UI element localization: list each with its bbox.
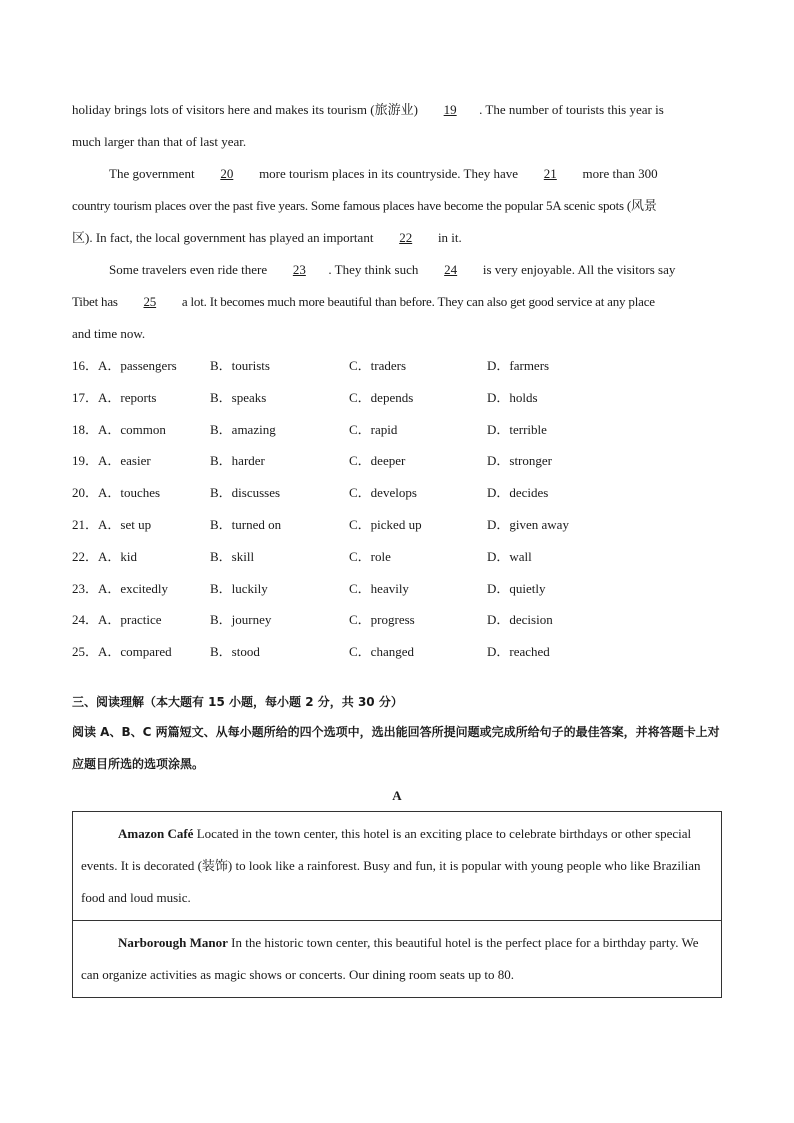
- option-c: C．depends: [349, 389, 414, 405]
- blank-20: 20: [220, 166, 234, 181]
- option-d: D．terrible: [487, 421, 547, 437]
- passage-line-5: [72, 222, 722, 254]
- option-row: [72, 604, 722, 636]
- option-a: 21．A．set up: [72, 516, 152, 532]
- ad-name: Narborough Manor: [118, 934, 228, 950]
- option-b: B．speaks: [210, 389, 267, 405]
- option-row: [72, 541, 722, 573]
- passage-line-1: [72, 94, 722, 126]
- blank-19: 19: [443, 102, 457, 117]
- option-c: C．heavily: [349, 580, 409, 596]
- ad-cell: [73, 920, 721, 997]
- passage-line-6: [72, 254, 722, 286]
- option-b: B．harder: [210, 453, 265, 469]
- option-b: B．luckily: [210, 580, 268, 596]
- ad-cell: [73, 812, 721, 920]
- option-c: C．progress: [349, 612, 415, 628]
- option-row: [72, 509, 722, 541]
- option-a: 23．A．excitedly: [72, 580, 169, 596]
- option-d: D．farmers: [487, 358, 550, 373]
- passage-text: Tibet has: [72, 294, 121, 309]
- option-b: B．turned on: [210, 516, 282, 532]
- option-c: C．develops: [349, 485, 417, 501]
- option-a: 20．A．touches: [72, 485, 161, 501]
- passage-text: more than 300: [579, 166, 658, 181]
- option-row: [72, 636, 722, 668]
- option-b: B．stood: [210, 644, 260, 660]
- option-a: 17．A．reports: [72, 389, 157, 405]
- option-d: D．decides: [487, 485, 549, 501]
- option-c: C．rapid: [349, 421, 398, 437]
- passage-text: The government: [109, 166, 198, 181]
- option-c: C．role: [349, 548, 391, 564]
- passage-text: . The number of tourists this year is: [479, 102, 664, 117]
- section-description: 阅读 A、B、C 两篇短文、从每小题所给的四个选项中，选出能回答所提问题或完成所给句子的最佳答案，并将答题卡上对应题目所选的选项涂黑。: [72, 724, 720, 771]
- option-d: D．reached: [487, 644, 550, 660]
- passage-line-8: and time now.: [72, 326, 146, 341]
- blank-22: 22: [399, 230, 413, 245]
- option-d: D．wall: [487, 548, 532, 564]
- ad-text: In the historic town center, this beautiful hotel is the perfect place for a birthday party. We can organize activities as magic shows or concerts. Our dining room seats up to 80.: [81, 934, 699, 982]
- option-a: 22．A．kid: [72, 548, 138, 564]
- passage-line-2: much larger than that of last year.: [72, 134, 247, 149]
- option-a: 19．A．easier: [72, 453, 151, 469]
- option-d: D．decision: [487, 612, 553, 628]
- option-a: 25．A．compared: [72, 644, 172, 660]
- option-b: B．tourists: [210, 358, 270, 373]
- passage-text: in it.: [434, 230, 462, 245]
- passage-text: a lot. It becomes much more beautiful than before. They can also get good service at any place: [178, 294, 655, 309]
- passage-text: holiday brings lots of visitors here and makes its tourism (旅游业): [72, 102, 422, 117]
- ad-name: Amazon Café: [118, 825, 194, 841]
- passage-line-4: country tourism places over the past five years. Some famous places have become the popular 5A scenic spots (风景: [72, 198, 657, 213]
- passage-text: 区). In fact, the local government has played an important: [72, 230, 377, 245]
- option-b: B．skill: [210, 548, 255, 564]
- passage-letter: A: [392, 787, 402, 803]
- option-d: D．given away: [487, 516, 569, 532]
- blank-21: 21: [543, 166, 557, 181]
- option-row: [72, 477, 722, 509]
- passage-line-7: [72, 286, 722, 318]
- passage-text: . They think such: [328, 262, 422, 277]
- option-b: B．discusses: [210, 485, 281, 501]
- option-d: D．stronger: [487, 453, 552, 469]
- option-row: [72, 573, 722, 605]
- options-list: [72, 350, 722, 668]
- blank-23: 23: [292, 262, 306, 277]
- option-c: C．traders: [349, 358, 407, 373]
- option-d: D．holds: [487, 389, 538, 405]
- option-row: [72, 382, 722, 414]
- option-b: B．amazing: [210, 421, 276, 437]
- option-a: 18．A．common: [72, 421, 166, 437]
- option-row: [72, 414, 722, 446]
- option-c: C．changed: [349, 644, 414, 660]
- blank-24: 24: [444, 262, 458, 277]
- option-c: C．deeper: [349, 453, 406, 469]
- option-row: [72, 445, 722, 477]
- ad-text: Located in the town center, this hotel is an exciting place to celebrate birthdays or other special events. It is decorated (装饰) to look like a rainforest. Busy and fun, it is popular with young people who like Brazilian food and loud music.: [81, 825, 701, 905]
- section-title: 三、阅读理解（本大题有 15 小题，每小题 2 分，共 30 分）: [72, 694, 403, 709]
- option-a: 24．A．practice: [72, 612, 162, 628]
- blank-25: 25: [143, 294, 157, 309]
- ads-table: [72, 811, 722, 998]
- option-row: [72, 350, 722, 382]
- passage-text: more tourism places in its countryside. They have: [255, 166, 522, 181]
- passage-text: Some travelers even ride there: [109, 262, 271, 277]
- option-c: C．picked up: [349, 516, 422, 532]
- exam-page: [72, 94, 722, 998]
- passage-line-3: [72, 158, 722, 190]
- passage-text: is very enjoyable. All the visitors say: [479, 262, 676, 277]
- option-a: 16．A．passengers: [72, 358, 177, 373]
- option-d: D．quietly: [487, 580, 546, 596]
- option-b: B．journey: [210, 612, 272, 628]
